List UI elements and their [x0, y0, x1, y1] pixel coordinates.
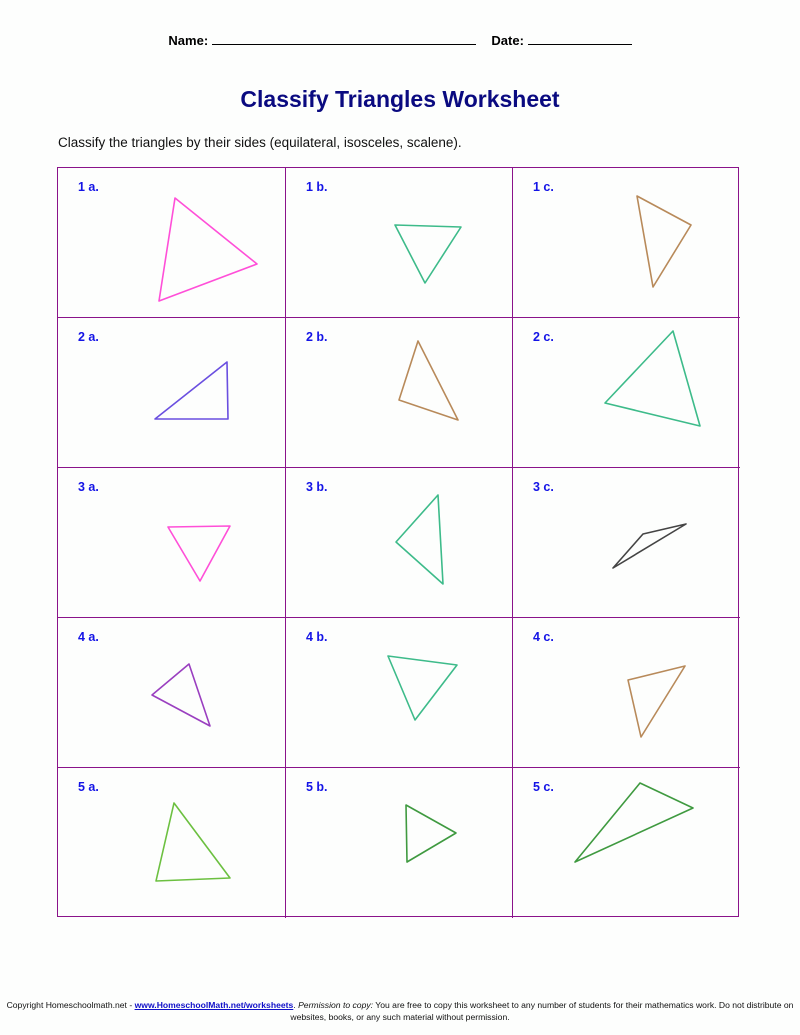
- worksheets-link[interactable]: www.HomeschoolMath.net/worksheets: [134, 1000, 294, 1010]
- problem-cell: [58, 318, 286, 468]
- problem-cell: [286, 768, 513, 918]
- problem-label: 4 a.: [78, 630, 99, 644]
- date-label: Date:: [491, 33, 524, 48]
- problem-label: 3 b.: [306, 480, 328, 494]
- problem-label: 2 b.: [306, 330, 328, 344]
- problem-label: 1 c.: [533, 180, 554, 194]
- problem-label: 3 c.: [533, 480, 554, 494]
- page-title: Classify Triangles Worksheet: [240, 86, 560, 112]
- problem-cell: [58, 768, 286, 918]
- problem-cell: [513, 318, 740, 468]
- problem-cell: [513, 468, 740, 618]
- date-field[interactable]: [528, 32, 632, 45]
- problem-label: 2 a.: [78, 330, 99, 344]
- footer: [0, 999, 800, 1023]
- problem-cell: [513, 618, 740, 768]
- copyright-text: Copyright Homeschoolmath.net -: [6, 1000, 135, 1010]
- problem-cell: [58, 168, 286, 318]
- problem-label: 5 c.: [533, 780, 554, 794]
- permission-label: Permission to copy:: [298, 1000, 374, 1010]
- problem-label: 3 a.: [78, 480, 99, 494]
- instructions: Classify the triangles by their sides (equilateral, isosceles, scalene).: [58, 135, 462, 150]
- problem-label: 5 b.: [306, 780, 328, 794]
- problem-cell: [513, 168, 740, 318]
- name-label: Name:: [168, 33, 209, 48]
- name-field[interactable]: [212, 32, 476, 45]
- student-info-line: [0, 32, 800, 48]
- problem-cell: [58, 468, 286, 618]
- problem-label: 5 a.: [78, 780, 99, 794]
- problem-cell: [58, 618, 286, 768]
- problem-label: 1 a.: [78, 180, 99, 194]
- problem-label: 4 b.: [306, 630, 328, 644]
- problem-cell: [286, 468, 513, 618]
- problem-label: 2 c.: [533, 330, 554, 344]
- problem-label: 1 b.: [306, 180, 328, 194]
- problem-cell: [286, 618, 513, 768]
- footer-punct: .: [293, 1000, 299, 1010]
- problem-label: 4 c.: [533, 630, 554, 644]
- permission-text: You are free to copy this worksheet to any number of students for their mathematics work. Do not distribute on websites, books, or any such material without permission.: [290, 1000, 794, 1022]
- problem-cell: [286, 168, 513, 318]
- problem-grid: [57, 167, 739, 917]
- problem-cell: [286, 318, 513, 468]
- problem-cell: [513, 768, 740, 918]
